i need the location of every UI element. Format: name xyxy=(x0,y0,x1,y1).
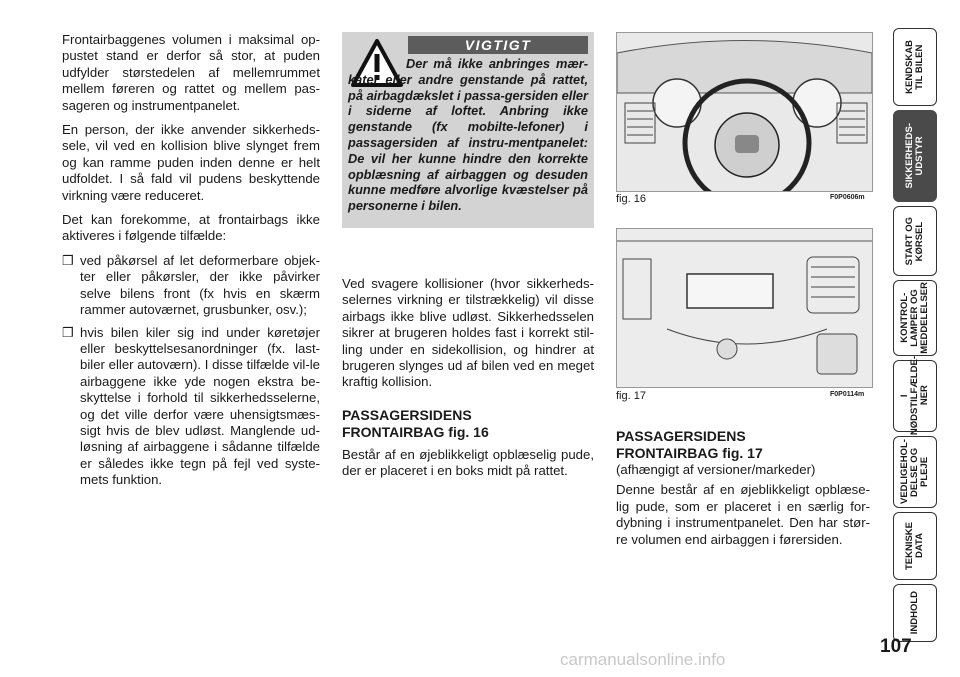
watermark: carmanualsonline.info xyxy=(560,650,726,669)
figure-17-label: fig. 17 xyxy=(616,390,646,402)
figure-17-code: F0P0114m xyxy=(830,391,865,398)
figure-16-steering-wheel xyxy=(616,32,873,192)
paragraph-no-seatbelt: En person, der ikke anvender sikkerheds-sele, vil ved en kollision blive slynget frem og kan ramme puden inden denne er helt udfoldet. I så fald vil pudens beskyttende virkning være reduceret. xyxy=(62,122,320,203)
tab-tekniske-data[interactable]: TEKNISKE DATA xyxy=(893,512,937,580)
list-item: ❒ hvis bilen kiler sig ind under køretøjer eller beskyttelsesanordninger (fx. last-biler eller autoværn). I disse tilfælde vil-le airbaggene ikke yde nogen ekstra be-skyttelse i forhold til sikkerhedsselerne, og det ville derfor være uhensigtsmæs-sigt hvis de blev udløst. Manglende ud-løsning af airbaggene i sådanne tilfælde er således ikke tegn på fejl ved syste-mets funktion. xyxy=(62,324,320,488)
tab-start-og-korsel[interactable]: START OG KØRSEL xyxy=(893,206,937,276)
column-right xyxy=(616,428,870,556)
paragraph-not-activated: Det kan forekomme, at frontairbags ikke aktiveres i følgende tilfælde: xyxy=(62,212,320,244)
subheading-versions: (afhængigt af versioner/markeder) xyxy=(616,462,816,477)
steering-wheel-illustration xyxy=(617,33,872,191)
paragraph-fig16: Består af en øjeblikkeligt opblæselig pude, der er placeret i en boks midt på rattet. xyxy=(342,446,594,479)
paragraph-volume: Frontairbaggenes volumen i maksimal op-pustet stand er derfor så stor, at puden udfylder størstedelen af mellemrummet mellem føreren og rattet og mellem pas-sageren og instrumentpanelet. xyxy=(62,32,320,113)
tab-kendskab[interactable]: KENDSKAB TIL BILEN xyxy=(893,28,937,106)
figure-17-passenger-dashboard xyxy=(616,228,873,388)
page-number: 107 xyxy=(880,636,912,657)
figure-16-label: fig. 16 xyxy=(616,193,646,205)
warning-text: Der må ikke anbringes mær-kater eller andre genstande på rattet, på airbagdækslet i passa-gersiden eller i siderne af loftet. Anbring ikke genstande (fx mobilte-lefoner) i passagersiden af instru-mentpanelet: De vil her kunne hindre den korrekte opblæsning af airbaggen og desuden kunne medføre alvorlige kvæstelser på personerne i bilen. xyxy=(348,56,588,214)
section-heading-fig17: PASSAGERSIDENS FRONTAIRBAG fig. 17 xyxy=(616,428,763,461)
checkbox-bullet-icon: ❒ xyxy=(62,252,74,268)
tab-sikkerhedsudstyr[interactable]: SIKKERHEDS- UDSTYR xyxy=(893,110,937,202)
list-item: ❒ ved påkørsel af let deformerbare objek-ter eller påkørsler, der ikke påvirker selve bilens front (fx hvis en skærm rammer autoværnet, grusbunker, osv.); xyxy=(62,252,320,318)
paragraph-weak-collisions: Ved svagere kollisioner (hvor sikkerheds-selernes virkning er tilstrækkelig) vil disse airbags ikke blive udløst. Sikkerhedsselen sikrer at brugeren holdes fast i korrekt stil-ling under en sidekollision, og hindrer at brugeren slynges ud af bilen ved en meget kraftig kollision. xyxy=(342,276,594,390)
warning-heading: VIGTIGT xyxy=(408,36,588,54)
tab-nodstilfaelde[interactable]: I NØDSTILFÆLDE- NER xyxy=(893,360,937,432)
warning-box xyxy=(342,32,594,228)
figure-16-code: F0P0606m xyxy=(830,194,865,201)
tab-vedligeholdelse[interactable]: VEDLIGEHOL- DELSE OG PLEJE xyxy=(893,436,937,508)
dashboard-illustration xyxy=(617,229,872,387)
checkbox-bullet-icon: ❒ xyxy=(62,324,74,340)
column-left xyxy=(62,32,320,495)
paragraph-fig17: Denne består af en øjeblikkeligt opblæse-lig pude, som er placeret i en særlig for-dybning i instrumentpanelet. Den har stør-re volumen end airbaggen i førersiden. xyxy=(616,482,870,547)
tab-indhold[interactable]: INDHOLD xyxy=(893,584,937,642)
column-middle xyxy=(342,276,594,488)
tab-kontrollamper[interactable]: KONTROL- LAMPER OG MEDDELELSER xyxy=(893,280,937,356)
section-heading-fig16: PASSAGERSIDENS FRONTAIRBAG fig. 16 xyxy=(342,406,489,440)
